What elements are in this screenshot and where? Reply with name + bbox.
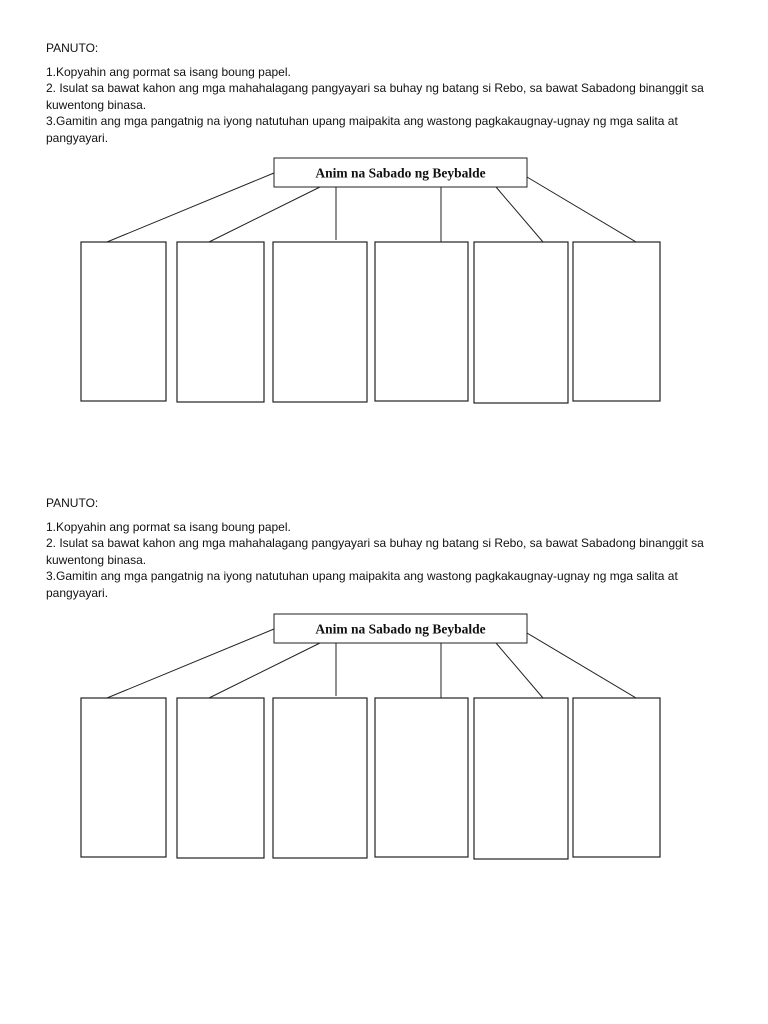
graphic-organizer — [0, 456, 768, 906]
instructions-heading: PANUTO: — [46, 41, 99, 55]
connector-line — [527, 633, 636, 698]
connector-line — [107, 629, 274, 698]
connector-line — [496, 643, 543, 698]
diagram-title: Anim na Sabado ng Beybalde — [315, 165, 486, 181]
instruction-step-1: 1.Kopyahin ang pormat sa isang boung papel. — [46, 64, 291, 79]
event-box-2[interactable] — [177, 698, 264, 858]
instruction-step-2: 2. Isulat sa bawat kahon ang mga mahahalagang pangyayari sa buhay ng batang si Rebo, sa bawat Sabadong binanggit sa kuwentong binasa. — [46, 81, 704, 112]
instruction-step-3: 3.Gamitin ang mga pangatnig na iyong natutuhan upang maipakita ang wastong pagkakaugnay-ugnay ng mga salita at pangyayari. — [46, 569, 678, 600]
event-box-3[interactable] — [273, 698, 367, 858]
connector-line — [209, 643, 320, 698]
event-box-1[interactable] — [81, 698, 166, 857]
instruction-step-2: 2. Isulat sa bawat kahon ang mga mahahalagang pangyayari sa buhay ng batang si Rebo, sa bawat Sabadong binanggit sa kuwentong binasa. — [46, 536, 704, 567]
instructions-heading: PANUTO: — [46, 496, 99, 510]
event-box-6[interactable] — [573, 698, 660, 857]
instruction-step-1: 1.Kopyahin ang pormat sa isang boung papel. — [46, 519, 291, 534]
instruction-step-3: 3.Gamitin ang mga pangatnig na iyong natutuhan upang maipakita ang wastong pagkakaugnay-ugnay ng mga salita at pangyayari. — [46, 114, 678, 145]
diagram-title: Anim na Sabado ng Beybalde — [315, 621, 486, 637]
event-box-4[interactable] — [375, 698, 468, 857]
event-box-5[interactable] — [474, 698, 568, 859]
